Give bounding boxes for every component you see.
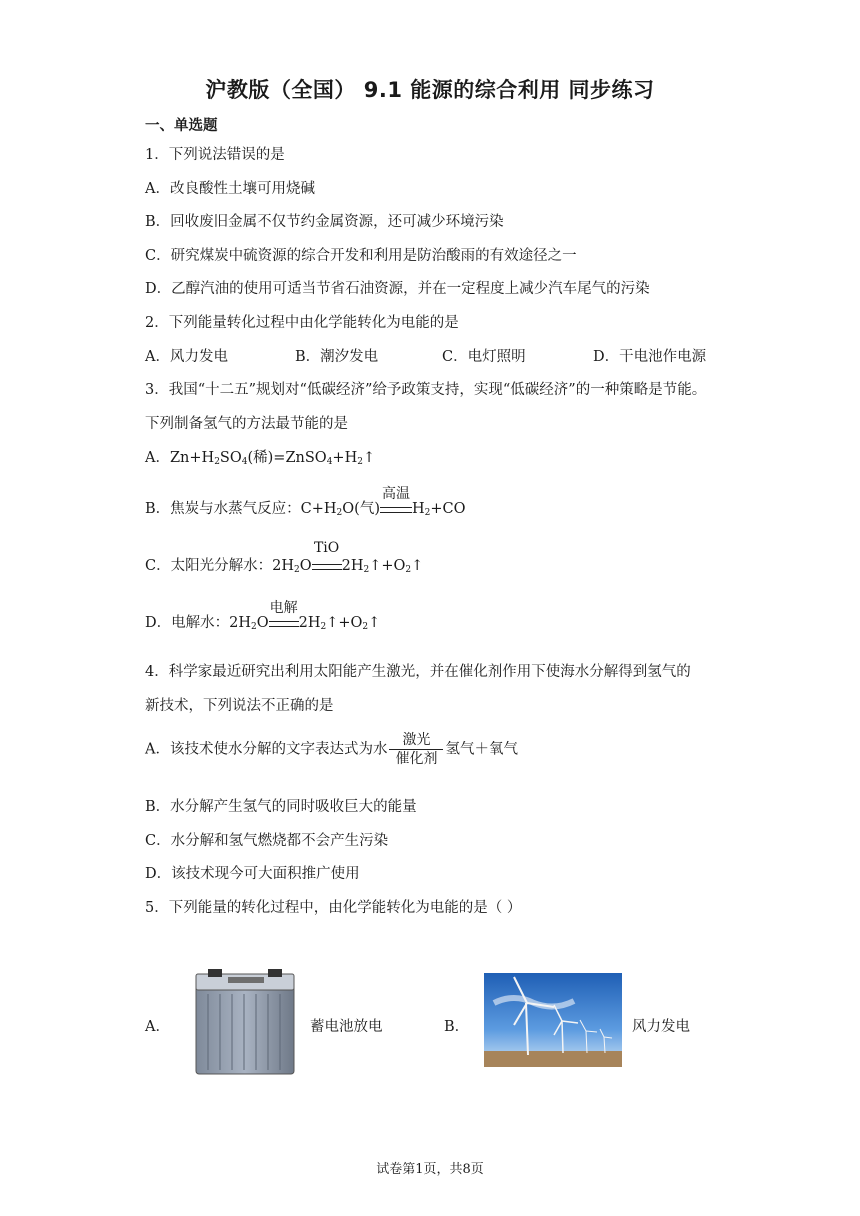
q3-option-b: B．焦炭与水蒸气反应：$C+H_2O$(气) 高温 $H_2+CO$ [145, 497, 466, 518]
q1-option-d: D．乙醇汽油的使用可适当节省石油资源，并在一定程度上减少汽车尾气的污染 [145, 281, 650, 297]
q2-option-c: C．电灯照明 [442, 349, 526, 365]
q4-option-a: A．该技术使水分解的文字表达式为水 $\frac{\text{激光}}{\text{催化剂}}$ 氢气＋氧气 [145, 732, 518, 767]
q2-option-a: A．风力发电 [145, 349, 228, 365]
q3-stem-line2: 下列制备氢气的方法最节能的是 [145, 416, 348, 432]
q5-option-b-text: 风力发电 [632, 1019, 690, 1035]
q3-option-c: C．太阳光分解水：$2H_2O$ TiO $2H_2↑+O_2↑$ [145, 540, 424, 575]
q4-option-c: C．水分解和氢气燃烧都不会产生污染 [145, 833, 389, 849]
battery-image [190, 966, 300, 1078]
reaction-condition: 电解 [269, 600, 298, 616]
q1-stem: 1．下列说法错误的是 [145, 147, 285, 163]
q4-option-b: B．水分解产生氢气的同时吸收巨大的能量 [145, 799, 417, 815]
q5-stem: 5．下列能量的转化过程中，由化学能转化为电能的是（ ） [145, 900, 522, 916]
reaction-condition: 高温 [381, 486, 410, 502]
q5-option-a-label: A． [145, 1019, 170, 1035]
q4-stem-line2: 新技术，下列说法不正确的是 [145, 698, 334, 714]
equation-arrow [269, 600, 299, 632]
q1-option-a: A．改良酸性土壤可用烧碱 [145, 181, 315, 197]
equation-arrow [380, 486, 412, 518]
q3-stem-line1: 3．我国“十二五”规划对“低碳经济”给予政策支持，实现“低碳经济”的一种策略是节能。 [145, 382, 707, 398]
q3-option-a: A．$Zn+H_2SO_4$(稀)$=ZnSO_4+H_2↑$ [145, 450, 376, 467]
q5-option-a-text: 蓄电池放电 [310, 1019, 383, 1035]
q2-stem: 2．下列能量转化过程中由化学能转化为电能的是 [145, 315, 459, 331]
q4-option-d: D．该技术现今可大面积推广使用 [145, 866, 360, 882]
section-heading: 一、单选题 [145, 118, 218, 134]
reaction-condition: TiO [313, 540, 340, 556]
q1-option-c: C．研究煤炭中硫资源的综合开发和利用是防治酸雨的有效途径之一 [145, 248, 577, 264]
q3-option-d: D．电解水：$2H_2O$ 电解 $2H_2↑+O_2↑$ [145, 611, 380, 632]
equation-arrow [312, 540, 342, 575]
q2-option-b: B．潮汐发电 [295, 349, 379, 365]
page-title: 沪教版（全国） 9.1 能源的综合利用 同步练习 [205, 78, 655, 102]
word-equation-arrow: $\frac{\text{激光}}{\text{催化剂}}$ [389, 731, 443, 768]
wind-turbine-image [484, 973, 622, 1067]
q2-option-d: D．干电池作电源 [593, 349, 707, 365]
q1-option-b: B．回收废旧金属不仅节约金属资源，还可减少环境污染 [145, 214, 504, 230]
q4-stem-line1: 4．科学家最近研究出利用太阳能产生激光，并在催化剂作用下使海水分解得到氢气的 [145, 664, 691, 680]
q5-option-b-label: B． [444, 1019, 470, 1035]
page-footer: 试卷第1页，共8页 [376, 1162, 484, 1177]
